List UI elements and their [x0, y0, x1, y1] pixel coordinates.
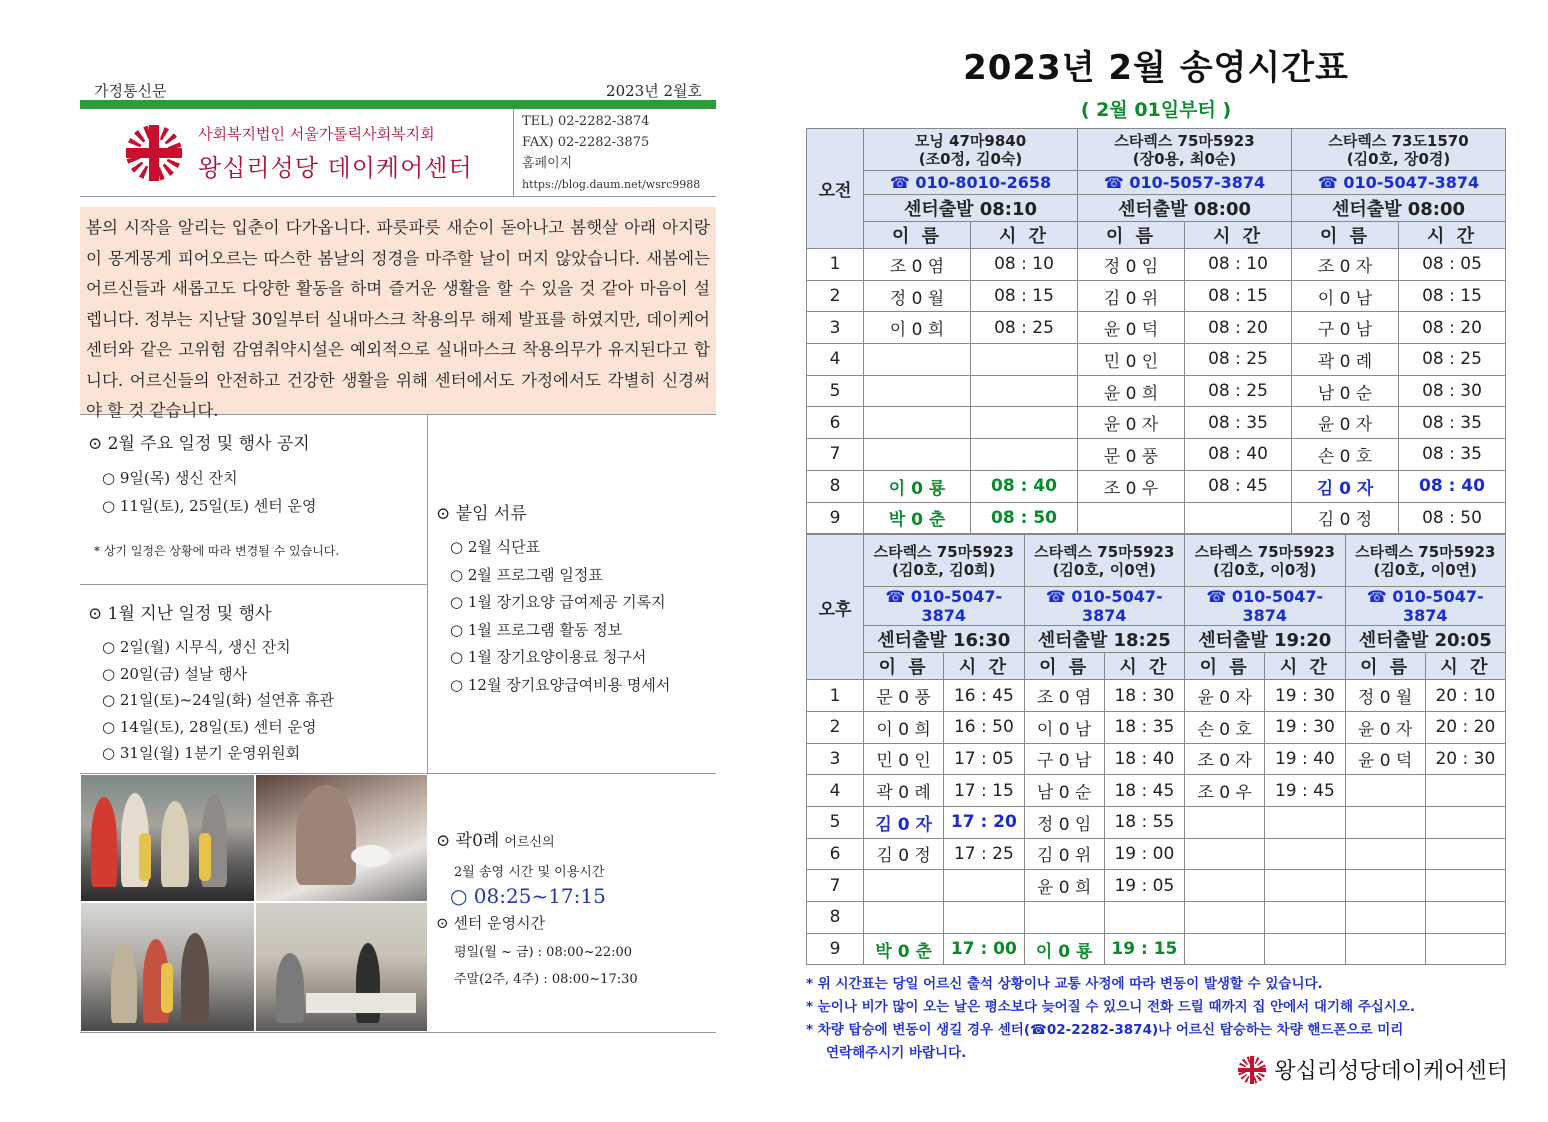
- passenger-name: 윤 0 자: [1345, 711, 1425, 743]
- row-number: 6: [807, 838, 864, 870]
- vehicle-phone: ☎ 010-5057-3874: [1078, 171, 1292, 195]
- passenger-name: 김 0 위: [1078, 280, 1185, 312]
- passenger-name: [864, 407, 971, 439]
- vehicle-car: 모닝 47마9840: [914, 131, 1027, 150]
- activity-photos: [80, 774, 428, 1032]
- passenger-name: 정 0 월: [1345, 680, 1425, 712]
- passenger-name: 윤 0 덕: [1345, 743, 1425, 775]
- pickup-time: 08 : 40: [1185, 439, 1292, 471]
- passenger-name: [864, 870, 944, 902]
- table-row: [807, 838, 1506, 870]
- pickup-time: 17 : 20: [944, 806, 1024, 838]
- note-line: 연락해주시기 바랍니다.: [826, 1045, 967, 1062]
- vehicle-header: [1024, 535, 1185, 587]
- name-column-header: 이 름: [864, 653, 944, 680]
- table-row: [807, 312, 1506, 344]
- pickup-time: [1265, 806, 1345, 838]
- note-line: * 위 시간표는 당일 어르신 출석 상황이나 교통 사정에 따라 변동이 발생할 수 있습니다.: [806, 976, 1323, 993]
- vehicle-departure: 센터출발 18:25: [1024, 626, 1185, 653]
- passenger-name: [864, 902, 944, 934]
- jan-events: [80, 585, 427, 773]
- pickup-time: 19 : 30: [1265, 711, 1345, 743]
- row-number: 8: [807, 902, 864, 934]
- passenger-name: 윤 0 덕: [1078, 312, 1185, 344]
- newsletter-header: [80, 109, 716, 197]
- vehicle-departure: 센터출발 19:20: [1185, 626, 1346, 653]
- pickup-time: 08 : 25: [1399, 344, 1506, 376]
- passenger-name: 조 0 자: [1292, 249, 1399, 281]
- pickup-time: [971, 407, 1078, 439]
- personal-time: ○ 08:25~17:15: [450, 884, 606, 908]
- passenger-name: 이 0 룡: [864, 470, 971, 502]
- vehicle-departure: 센터출발 08:10: [864, 195, 1078, 222]
- table-row: [807, 249, 1506, 281]
- note-line: * 눈이나 비가 많이 오는 날은 평소보다 늦어질 수 있으니 전화 드릴 때까지 집 안에서 대기해 주십시오.: [806, 999, 1416, 1016]
- period-label: 오전: [807, 129, 864, 249]
- passenger-name: 윤 0 희: [1078, 375, 1185, 407]
- pickup-time: 08 : 20: [1185, 312, 1292, 344]
- list-item: ○ 31일(월) 1분기 운영위원회: [102, 744, 301, 762]
- pickup-time: [1425, 933, 1505, 965]
- vehicle-header: [1078, 129, 1292, 171]
- list-item: ○ 1월 장기요양 급여제공 기록지: [450, 593, 666, 611]
- table-row: [807, 502, 1506, 534]
- pickup-time: 08 : 15: [1399, 280, 1506, 312]
- passenger-name: 박 0 춘: [864, 933, 944, 965]
- passenger-name: 정 0 임: [1078, 249, 1185, 281]
- table-row: [807, 375, 1506, 407]
- passenger-name: 손 0 호: [1292, 439, 1399, 471]
- pickup-time: 08 : 35: [1399, 439, 1506, 471]
- passenger-name: 김 0 위: [1024, 838, 1104, 870]
- passenger-name: 윤 0 희: [1024, 870, 1104, 902]
- list-item: ○ 1월 프로그램 활동 정보: [450, 620, 623, 639]
- intro-paragraph: 봄의 시작을 알리는 입춘이 다가옵니다. 파릇파릇 새순이 돋아나고 봄햇살 아래 아지랑이 몽게몽게 피어오르는 따스한 봄날의 정경을 마주할 날이 머지 않았습니다. 새봄에는 어르신들과 새롭고도 다양한 활동을 하며 즐거운 생활을 할 수 있을 것 같아 마음이 설렙니다. 정부는 지난달 30일부터 실내마스크 착용의무 해제 발표를 하였지만, 데이케어센터와 같은 고위험 감염취약시설은 예외적으로 실내마스크 착용의무가 유지된다고 합니다. 어르신들의 안전하고 건강한 생활을 위해 센터에서도 가정에서도 각별히 신경써야 할 것 같습니다.: [80, 207, 716, 415]
- passenger-name: 이 0 희: [864, 312, 971, 344]
- name-column-header: 이 름: [1024, 653, 1104, 680]
- pickup-time: [1425, 870, 1505, 902]
- passenger-name: 김 0 정: [864, 838, 944, 870]
- passenger-name: 이 0 남: [1024, 711, 1104, 743]
- vehicle-departure: 센터출발 20:05: [1345, 626, 1506, 653]
- pickup-time: 16 : 45: [944, 680, 1024, 712]
- schedule-subtitle: ( 2월 01일부터 ): [1080, 99, 1232, 121]
- pickup-time: 18 : 45: [1104, 775, 1184, 807]
- weekday-hours: 평일(월 ~ 금) : 08:00~22:00: [454, 945, 632, 960]
- pickup-time: 08 : 10: [1185, 249, 1292, 281]
- pickup-time: [1185, 502, 1292, 534]
- catholic-cross-logo-icon: [1238, 1056, 1266, 1084]
- vehicle-header: [864, 129, 1078, 171]
- feb-events: [80, 415, 427, 585]
- passenger-name: 손 0 호: [1185, 711, 1265, 743]
- pickup-time: 20 : 20: [1425, 711, 1505, 743]
- jan-events-heading: ⊙ 1월 지난 일정 및 행사: [88, 604, 272, 624]
- passenger-name: 민 0 인: [864, 743, 944, 775]
- passenger-name: 민 0 인: [1078, 344, 1185, 376]
- list-item: ○ 20일(금) 설날 행사: [102, 664, 248, 683]
- passenger-name: 이 0 남: [1292, 280, 1399, 312]
- pickup-time: 17 : 05: [944, 743, 1024, 775]
- list-item: ○ 9일(목) 생신 잔치: [102, 469, 238, 487]
- vehicle-staff: (김0호, 장0경): [1346, 149, 1451, 168]
- pickup-time: 20 : 10: [1425, 680, 1505, 712]
- list-item: ○ 11일(토), 25일(토) 센터 운영: [102, 497, 317, 515]
- newsletter-topline: [80, 80, 716, 100]
- table-row: [807, 439, 1506, 471]
- vehicle-header: [864, 535, 1025, 587]
- vehicle-phone: ☎ 010-8010-2658: [864, 171, 1078, 195]
- table-row: [807, 344, 1506, 376]
- vehicle-staff: (조0정, 김0숙): [918, 149, 1023, 168]
- activity-photo: [80, 902, 255, 1032]
- events-section: [80, 415, 716, 774]
- vehicle-car: 스타렉스 75마5923: [1355, 542, 1496, 561]
- activity-photo: [255, 774, 428, 902]
- row-number: 7: [807, 439, 864, 471]
- pickup-time: 08 : 50: [971, 502, 1078, 534]
- pickup-time: 08 : 10: [971, 249, 1078, 281]
- passenger-name: [1345, 838, 1425, 870]
- vehicle-header: [1185, 535, 1346, 587]
- vehicle-phone: ☎ 010-5047-3874: [1185, 587, 1346, 626]
- passenger-name: [1345, 806, 1425, 838]
- passenger-name: 조 0 염: [864, 249, 971, 281]
- pickup-time: [1265, 902, 1345, 934]
- name-column-header: 이 름: [1345, 653, 1425, 680]
- pickup-time: 17 : 25: [944, 838, 1024, 870]
- pickup-time: 08 : 35: [1185, 407, 1292, 439]
- table-row: [807, 870, 1506, 902]
- homepage-label: 홈페이지: [522, 156, 573, 171]
- passenger-name: 윤 0 자: [1078, 407, 1185, 439]
- passenger-name: 정 0 임: [1024, 806, 1104, 838]
- pickup-time: 18 : 55: [1104, 806, 1184, 838]
- vehicle-car: 스타렉스 75마5923: [1034, 542, 1175, 561]
- list-item: ○ 12월 장기요양급여비용 명세서: [450, 675, 671, 694]
- vehicle-departure: 센터출발 08:00: [1292, 195, 1506, 222]
- passenger-name: [1345, 902, 1425, 934]
- personal-schedule: [428, 774, 716, 1001]
- passenger-name: [1185, 838, 1265, 870]
- passenger-name: 곽 0 례: [864, 775, 944, 807]
- vehicle-departure: 센터출발 08:00: [1078, 195, 1292, 222]
- passenger-name: 조 0 염: [1024, 680, 1104, 712]
- passenger-name: [1345, 870, 1425, 902]
- activity-photo: [80, 774, 255, 902]
- passenger-name: 김 0 자: [864, 806, 944, 838]
- name-column-header: 이 름: [1185, 653, 1265, 680]
- schedule-notes: [806, 973, 1506, 1065]
- org-logo-area: [80, 109, 514, 196]
- note-line: * 차량 탑승에 변동이 생길 경우 센터(☎02-2282-3874)나 어르신 탑승하는 차량 핸드폰으로 미리: [806, 1022, 1404, 1039]
- passenger-name: 윤 0 자: [1292, 407, 1399, 439]
- table-row: [807, 743, 1506, 775]
- passenger-name: 남 0 순: [1024, 775, 1104, 807]
- passenger-name: [1024, 902, 1104, 934]
- afternoon-table: [806, 534, 1506, 965]
- pickup-time: 18 : 40: [1104, 743, 1184, 775]
- passenger-name: 문 0 풍: [1078, 439, 1185, 471]
- time-column-header: 시 간: [1104, 653, 1184, 680]
- pickup-time: 08 : 35: [1399, 407, 1506, 439]
- row-number: 5: [807, 375, 864, 407]
- row-number: 7: [807, 870, 864, 902]
- table-row: [807, 680, 1506, 712]
- passenger-name: [864, 439, 971, 471]
- passenger-name: [1345, 933, 1425, 965]
- passenger-name: [864, 375, 971, 407]
- transport-schedule: [806, 40, 1506, 1065]
- passenger-name: 윤 0 자: [1185, 680, 1265, 712]
- pickup-time: [944, 870, 1024, 902]
- table-row: [807, 902, 1506, 934]
- pickup-time: 08 : 05: [1399, 249, 1506, 281]
- passenger-name: 문 0 풍: [864, 680, 944, 712]
- pickup-time: [1425, 806, 1505, 838]
- passenger-name: 남 0 순: [1292, 375, 1399, 407]
- name-column-header: 이 름: [1078, 222, 1185, 249]
- photo-and-personal-section: [80, 774, 716, 1033]
- vehicle-staff: (김0호, 이0정): [1213, 560, 1317, 579]
- passenger-name: [1185, 902, 1265, 934]
- vehicle-staff: (김0호, 김0희): [892, 560, 996, 579]
- morning-table: [806, 128, 1506, 534]
- row-number: 1: [807, 680, 864, 712]
- green-divider: [80, 100, 716, 109]
- newsletter: [80, 80, 716, 1033]
- pickup-time: 08 : 40: [971, 470, 1078, 502]
- pickup-time: 08 : 40: [1399, 470, 1506, 502]
- table-row: [807, 711, 1506, 743]
- footer-org-name: 왕십리성당데이케어센터: [1274, 1059, 1508, 1084]
- time-column-header: 시 간: [944, 653, 1024, 680]
- list-item: ○ 14일(토), 28일(토) 센터 운영: [102, 717, 317, 736]
- row-number: 6: [807, 407, 864, 439]
- vehicle-car: 스타렉스 75마5923: [1114, 131, 1255, 150]
- pickup-time: 19 : 15: [1104, 933, 1184, 965]
- pickup-time: 17 : 00: [944, 933, 1024, 965]
- vehicle-phone: ☎ 010-5047-3874: [1024, 587, 1185, 626]
- personal-desc: 2월 송영 시간 및 이용시간: [454, 865, 605, 880]
- pickup-time: [971, 344, 1078, 376]
- row-number: 9: [807, 933, 864, 965]
- passenger-name: [1185, 806, 1265, 838]
- vehicle-header: [1345, 535, 1506, 587]
- personal-name-suffix: 어르신의: [504, 835, 555, 850]
- vehicle-staff: (장0용, 최0순): [1132, 149, 1237, 168]
- row-number: 2: [807, 711, 864, 743]
- personal-name: ⊙ 곽0례: [436, 831, 500, 851]
- passenger-name: [1185, 870, 1265, 902]
- pickup-time: [971, 439, 1078, 471]
- time-column-header: 시 간: [1425, 653, 1505, 680]
- pickup-time: [1104, 902, 1184, 934]
- passenger-name: 구 0 남: [1024, 743, 1104, 775]
- row-number: 4: [807, 344, 864, 376]
- tel: TEL) 02-2282-3874: [522, 114, 650, 129]
- table-row: [807, 775, 1506, 807]
- pickup-time: 16 : 50: [944, 711, 1024, 743]
- catholic-cross-logo-icon: [126, 125, 182, 181]
- passenger-name: 정 0 월: [864, 280, 971, 312]
- row-number: 9: [807, 502, 864, 534]
- list-item: ○ 2월 식단표: [450, 538, 541, 556]
- pickup-time: 19 : 00: [1104, 838, 1184, 870]
- pickup-time: [944, 902, 1024, 934]
- passenger-name: [1078, 502, 1185, 534]
- passenger-name: 박 0 춘: [864, 502, 971, 534]
- row-number: 1: [807, 249, 864, 281]
- pickup-time: 20 : 30: [1425, 743, 1505, 775]
- pickup-time: [971, 375, 1078, 407]
- row-number: 5: [807, 806, 864, 838]
- pickup-time: 08 : 30: [1399, 375, 1506, 407]
- pickup-time: 08 : 20: [1399, 312, 1506, 344]
- passenger-name: 곽 0 례: [1292, 344, 1399, 376]
- pickup-time: 19 : 40: [1265, 743, 1345, 775]
- footer-org: [1238, 1054, 1508, 1085]
- weekend-hours: 주말(2주, 4주) : 08:00~17:30: [454, 972, 638, 987]
- passenger-name: [1345, 775, 1425, 807]
- pickup-time: [1265, 838, 1345, 870]
- pickup-time: 19 : 45: [1265, 775, 1345, 807]
- vehicle-staff: (김0호, 이0연): [1373, 560, 1477, 579]
- time-column-header: 시 간: [971, 222, 1078, 249]
- time-column-header: 시 간: [1265, 653, 1345, 680]
- table-row: [807, 470, 1506, 502]
- passenger-name: [864, 344, 971, 376]
- row-number: 3: [807, 743, 864, 775]
- pickup-time: 08 : 25: [971, 312, 1078, 344]
- passenger-name: 김 0 자: [1292, 470, 1399, 502]
- vehicle-car: 스타렉스 75마5923: [873, 542, 1014, 561]
- vehicle-phone: ☎ 010-5047-3874: [1292, 171, 1506, 195]
- activity-photo: [255, 902, 428, 1032]
- schedule-title: 2023년 2월 송영시간표: [963, 48, 1349, 88]
- vehicle-car: 스타렉스 75마5923: [1194, 542, 1335, 561]
- pickup-time: 18 : 30: [1104, 680, 1184, 712]
- attachments: [428, 415, 716, 713]
- row-number: 8: [807, 470, 864, 502]
- attachments-heading: ⊙ 붙임 서류: [436, 504, 527, 524]
- pickup-time: 17 : 15: [944, 775, 1024, 807]
- list-item: ○ 1월 장기요양이용료 청구서: [450, 648, 647, 666]
- vehicle-staff: (김0호, 이0연): [1052, 560, 1156, 579]
- org-subtitle: 사회복지법인 서울가톨릭사회복지회: [198, 124, 435, 143]
- pickup-time: [1425, 902, 1505, 934]
- pickup-time: [1425, 775, 1505, 807]
- time-column-header: 시 간: [1185, 222, 1292, 249]
- row-number: 4: [807, 775, 864, 807]
- pickup-time: 08 : 50: [1399, 502, 1506, 534]
- list-item: ○ 2월 프로그램 일정표: [450, 565, 603, 584]
- passenger-name: [1185, 933, 1265, 965]
- newsletter-issue: 2023년 2월호: [606, 82, 702, 100]
- name-column-header: 이 름: [1292, 222, 1399, 249]
- pickup-time: 18 : 35: [1104, 711, 1184, 743]
- pickup-time: 08 : 25: [1185, 375, 1292, 407]
- table-row: [807, 280, 1506, 312]
- table-row: [807, 407, 1506, 439]
- table-row: [807, 806, 1506, 838]
- vehicle-car: 스타렉스 73도1570: [1328, 131, 1469, 150]
- time-column-header: 시 간: [1399, 222, 1506, 249]
- passenger-name: 구 0 남: [1292, 312, 1399, 344]
- homepage-url[interactable]: https://blog.daum.net/wsrc9988: [522, 178, 701, 191]
- vehicle-header: [1292, 129, 1506, 171]
- passenger-name: 김 0 정: [1292, 502, 1399, 534]
- feb-events-note: * 상기 일정은 상황에 따라 변경될 수 있습니다.: [94, 544, 340, 558]
- pickup-time: 08 : 25: [1185, 344, 1292, 376]
- pickup-time: 19 : 30: [1265, 680, 1345, 712]
- row-number: 2: [807, 280, 864, 312]
- list-item: ○ 21일(토)~24일(화) 설연휴 휴관: [102, 691, 334, 709]
- pickup-time: 08 : 15: [971, 280, 1078, 312]
- passenger-name: 이 0 희: [864, 711, 944, 743]
- row-number: 3: [807, 312, 864, 344]
- vehicle-departure: 센터출발 16:30: [864, 626, 1025, 653]
- passenger-name: 조 0 자: [1185, 743, 1265, 775]
- table-row: [807, 933, 1506, 965]
- vehicle-phone: ☎ 010-5047-3874: [1345, 587, 1506, 626]
- contact-info: [514, 109, 708, 196]
- newsletter-label: 가정통신문: [94, 82, 167, 100]
- pickup-time: 19 : 05: [1104, 870, 1184, 902]
- org-name: 왕십리성당 데이케어센터: [198, 153, 473, 182]
- pickup-time: [1265, 933, 1345, 965]
- passenger-name: 이 0 룡: [1024, 933, 1104, 965]
- list-item: ○ 2일(월) 시무식, 생신 잔치: [102, 638, 291, 656]
- vehicle-phone: ☎ 010-5047-3874: [864, 587, 1025, 626]
- name-column-header: 이 름: [864, 222, 971, 249]
- period-label: 오후: [807, 535, 864, 680]
- passenger-name: 조 0 우: [1078, 470, 1185, 502]
- fax: FAX) 02-2282-3875: [522, 135, 650, 150]
- pickup-time: [1265, 870, 1345, 902]
- feb-events-heading: ⊙ 2월 주요 일정 및 행사 공지: [88, 434, 310, 454]
- pickup-time: 08 : 15: [1185, 280, 1292, 312]
- hours-heading: ⊙ 센터 운영시간: [436, 914, 546, 932]
- pickup-time: 08 : 45: [1185, 470, 1292, 502]
- passenger-name: 조 0 우: [1185, 775, 1265, 807]
- pickup-time: [1425, 838, 1505, 870]
